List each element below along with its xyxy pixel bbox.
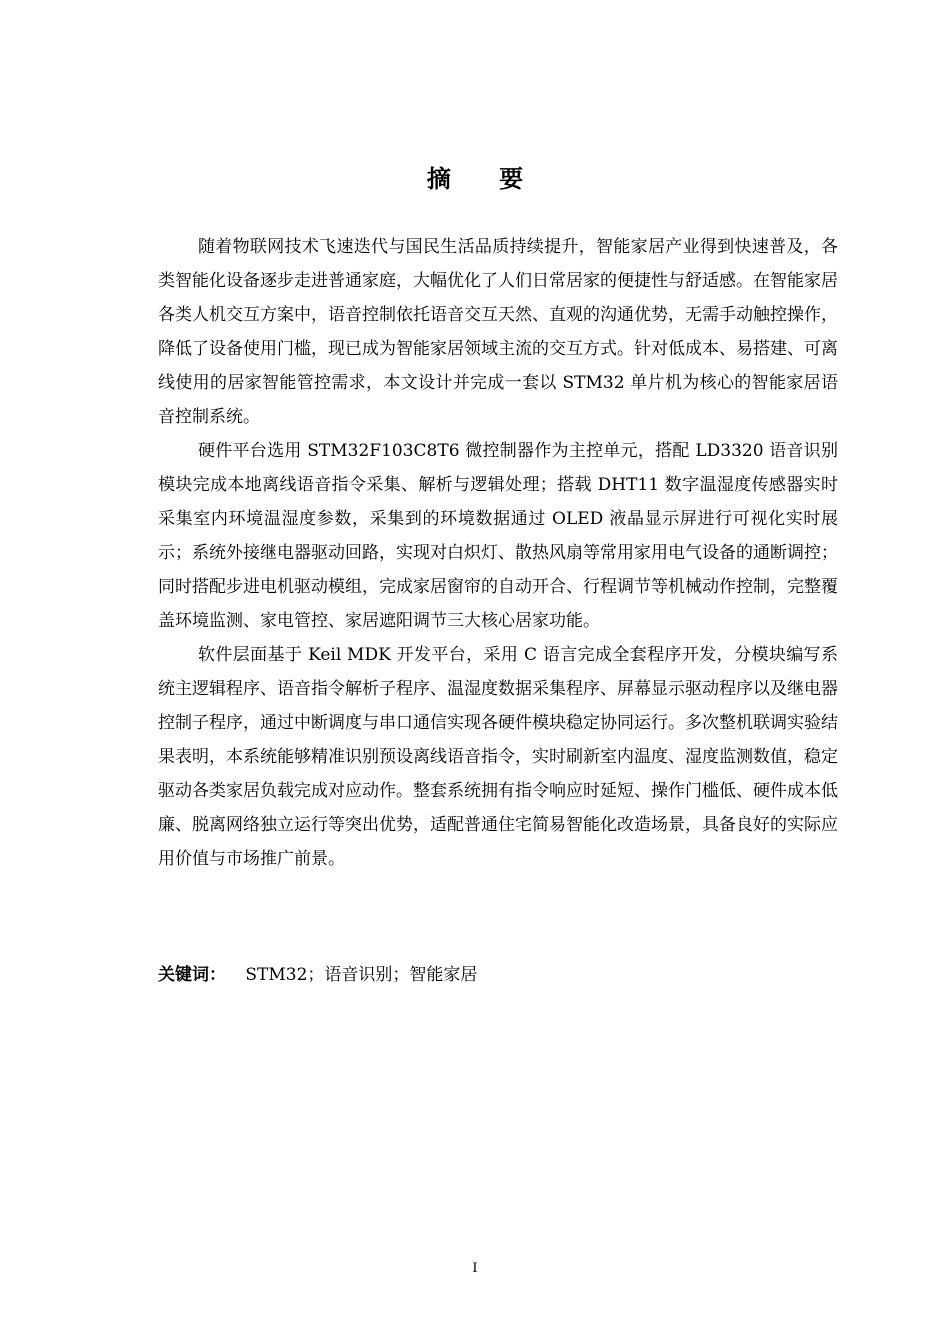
abstract-title: 摘 要 [426, 164, 544, 193]
abstract-paragraph-2: 硬件平台选用 STM32F103C8T6 微控制器作为主控单元，搭配 LD3320 语音识别模块完成本地离线语音指令采集、解析与逻辑处理；搭载 DHT11 数字温湿度传感器实时采集室内环境温湿度参数，采集到的环境数据通过 OLED 液晶显示屏进行可视化实时展示；系统外接继电器驱动回路，实现对白炽灯、散热风扇等常用家用电气设备的通断调控；同时搭配步进电机驱动模组，完成家居窗帘的自动开合、行程调节等机械动作控制，完整覆盖环境监测、家电管控、家居遮阳调节三大核心居家功能。 [158, 441, 838, 631]
page-number: I [472, 1261, 478, 1276]
abstract-paragraph-1: 随着物联网技术飞速迭代与国民生活品质持续提升，智能家居产业得到快速普及，各类智能化设备逐步走进普通家庭，大幅优化了人们日常居家的便捷性与舒适感。在智能家居各类人机交互方案中，语音控制依托语音交互天然、直观的沟通优势，无需手动触控操作，降低了设备使用门槛，现已成为智能家居领域主流的交互方式。针对低成本、易搭建、可离线使用的居家智能管控需求，本文设计并完成一套以 STM32 单片机为核心的智能家居语音控制系统。 [158, 237, 838, 427]
keywords-value: STM32；语音识别；智能家居 [245, 965, 478, 985]
keywords-line [158, 963, 838, 987]
abstract-paragraph-3: 软件层面基于 Keil MDK 开发平台，采用 C 语言完成全套程序开发，分模块编写系统主逻辑程序、语音指令解析子程序、温湿度数据采集程序、屏幕显示驱动程序以及继电器控制子程序，通过中断调度与串口通信实现各硬件模块稳定协同运行。多次整机联调实验结果表明，本系统能够精准识别预设离线语音指令，实时刷新室内温度、湿度监测数值，稳定驱动各类家居负载完成对应动作。整套系统拥有指令响应时延短、操作门槛低、硬件成本低廉、脱离网络独立运行等突出优势，适配普通住宅简易智能化改造场景，具备良好的实际应用价值与市场推广前景。 [158, 645, 838, 869]
abstract-body [158, 230, 838, 876]
keywords-label: 关键词： [158, 965, 226, 985]
